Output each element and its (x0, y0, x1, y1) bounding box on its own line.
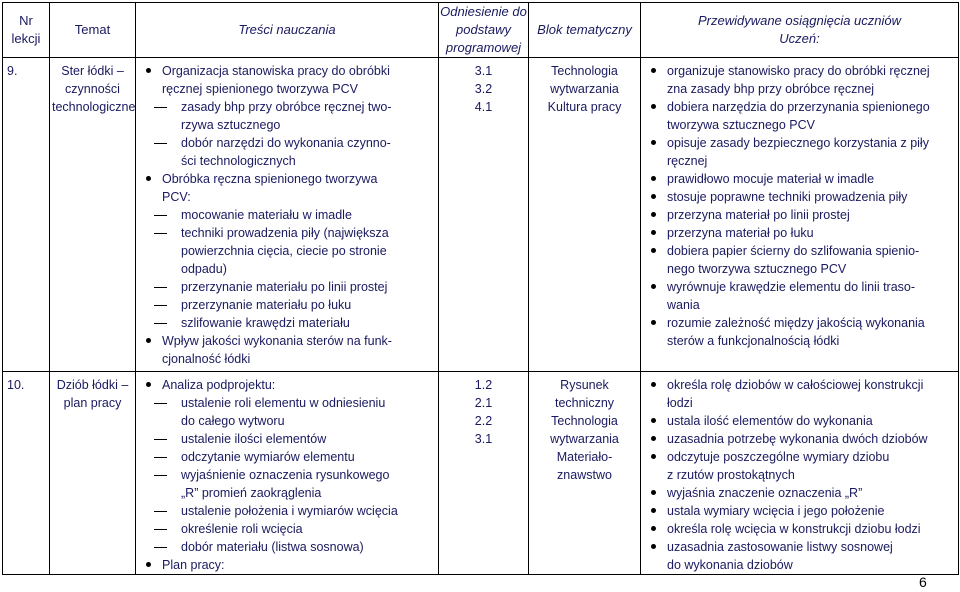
bullet-item: odczytuje poszczególne wymiary dziobu (641, 448, 954, 466)
continuation-line: do całego wytworu (181, 414, 285, 428)
continuation-line: ręcznej (667, 154, 708, 168)
header-temat: Temat (50, 3, 136, 58)
lesson-content (136, 372, 439, 575)
continuation-line: PCV: (162, 190, 191, 204)
dash-item: określenie roli wcięcia (136, 520, 434, 538)
bullet-item: uzasadnia zastosowanie listwy sosnowej (641, 538, 954, 556)
continuation-line: do wykonania dziobów (667, 558, 793, 572)
lesson-topic: Dziób łódki – plan pracy (50, 372, 136, 575)
dash-item: ustalenie ilości elementów (136, 430, 434, 448)
bullet-item: stosuje poprawne techniki prowadzenia piły (641, 188, 954, 206)
page-number: 6 (919, 574, 927, 590)
lesson-content (136, 58, 439, 372)
dash-item: dobór narzędzi do wykonania czynno- (136, 134, 434, 152)
continuation-line: „R” promień zaokrąglenia (181, 486, 322, 500)
cell-line: Kultura pracy (547, 100, 622, 114)
dash-item: przerzynanie materiału po linii prostej (136, 278, 434, 296)
header-nr: Nr lekcji (3, 3, 50, 58)
header-osiagniecia: Przewidywane osiągnięcia uczniów Uczeń: (641, 3, 959, 58)
cell-line: 3.1 (474, 432, 493, 446)
dash-item: odczytanie wymiarów elementu (136, 448, 434, 466)
cell-line: wytwarzania (550, 432, 619, 446)
lesson-topic: Ster łódki – czynności technologiczne (50, 58, 136, 372)
learning-outcomes (641, 58, 959, 372)
cell-line: Materiało- (556, 450, 613, 464)
bullet-item: wyrównuje krawędzie elementu do linii traso- (641, 278, 954, 296)
bullet-item: określa rolę wcięcia w konstrukcji dziobu łodzi (641, 520, 954, 538)
cell-line: 3.2 (474, 82, 493, 96)
bullet-item: uzasadnia potrzebę wykonania dwóch dziobów (641, 430, 954, 448)
continuation-line: ręcznej spienionego tworzywa PCV (162, 82, 358, 96)
thematic-block (529, 58, 641, 372)
bullet-item: prawidłowo mocuje materiał w imadle (641, 170, 954, 188)
bullet-item: organizuje stanowisko pracy do obróbki ręcznej (641, 62, 954, 80)
continuation-line: łodzi (667, 396, 693, 410)
bullet-item: dobiera papier ścierny do szlifowania spienio- (641, 242, 954, 260)
bullet-item: Organizacja stanowiska pracy do obróbki (136, 62, 434, 80)
continuation-line: zna zasady bhp przy obróbce ręcznej (667, 82, 875, 96)
bullet-item: dobiera narzędzia do przerzynania spienionego (641, 98, 954, 116)
dash-item: przerzynanie materiału po łuku (136, 296, 434, 314)
thematic-block (529, 372, 641, 575)
dash-item: techniki prowadzenia piły (największa (136, 224, 434, 242)
curriculum-references (439, 372, 529, 575)
continuation-line: ści technologicznych (181, 154, 296, 168)
cell-line: 1.2 (474, 378, 493, 392)
continuation-line: sterów a funkcjonalnością łódki (667, 334, 840, 348)
continuation-line: z rzutów prostokątnych (667, 468, 795, 482)
dash-item: ustalenie położenia i wymiarów wcięcia (136, 502, 434, 520)
bullet-item: rozumie zależność między jakością wykonania (641, 314, 954, 332)
continuation-line: powierzchnia cięcia, ciecie po stronie (181, 244, 387, 258)
dash-item: szlifowanie krawędzi materiału (136, 314, 434, 332)
lesson-number: 9. (3, 58, 50, 372)
bullet-item: Analiza podprojektu: (136, 376, 434, 394)
lesson-row-9 (3, 58, 959, 372)
cell-line: Technologia (551, 414, 618, 428)
bullet-item: wyjaśnia znaczenie oznaczenia „R” (641, 484, 954, 502)
bullet-item: ustala wymiary wcięcia i jego położenie (641, 502, 954, 520)
cell-line: 3.1 (474, 64, 493, 78)
header-row (3, 3, 959, 58)
bullet-item: opisuje zasady bezpiecznego korzystania z piły (641, 134, 954, 152)
curriculum-references (439, 58, 529, 372)
bullet-item: Wpływ jakości wykonania sterów na funk- (136, 332, 434, 350)
bullet-item: określa rolę dziobów w całościowej konstrukcji (641, 376, 954, 394)
bullet-item: przerzyna materiał po linii prostej (641, 206, 954, 224)
continuation-line: wania (667, 298, 700, 312)
bullet-item: przerzyna materiał po łuku (641, 224, 954, 242)
bullet-item: Obróbka ręczna spienionego tworzywa (136, 170, 434, 188)
bullet-item: Plan pracy: (136, 556, 434, 574)
continuation-line: tworzywa sztucznego PCV (667, 118, 815, 132)
continuation-line: nego tworzywa sztucznego PCV (667, 262, 847, 276)
dash-item: mocowanie materiału w imadle (136, 206, 434, 224)
header-tresci: Treści nauczania (136, 3, 439, 58)
cell-line: 2.2 (474, 414, 493, 428)
cell-line: 4.1 (474, 100, 493, 114)
cell-line: 2.1 (474, 396, 493, 410)
header-odniesienie: Odniesienie do podstawy programowej (439, 3, 529, 58)
cell-line: wytwarzania (550, 82, 619, 96)
cell-line: Rysunek (560, 378, 609, 392)
continuation-line: odpadu) (181, 262, 227, 276)
dash-item: ustalenie roli elementu w odniesieniu (136, 394, 434, 412)
bullet-item: ustala ilość elementów do wykonania (641, 412, 954, 430)
learning-outcomes (641, 372, 959, 575)
continuation-line: cjonalność łódki (162, 352, 251, 366)
lesson-row-10 (3, 372, 959, 575)
cell-line: znawstwo (557, 468, 612, 482)
header-blok: Blok tematyczny (529, 3, 641, 58)
lesson-number: 10. (3, 372, 50, 575)
dash-item: zasady bhp przy obróbce ręcznej two- (136, 98, 434, 116)
cell-line: techniczny (554, 396, 615, 410)
cell-line: Technologia (551, 64, 618, 78)
dash-item: dobór materiału (listwa sosnowa) (136, 538, 434, 556)
continuation-line: rzywa sztucznego (181, 118, 281, 132)
curriculum-table (2, 2, 959, 575)
dash-item: wyjaśnienie oznaczenia rysunkowego (136, 466, 434, 484)
